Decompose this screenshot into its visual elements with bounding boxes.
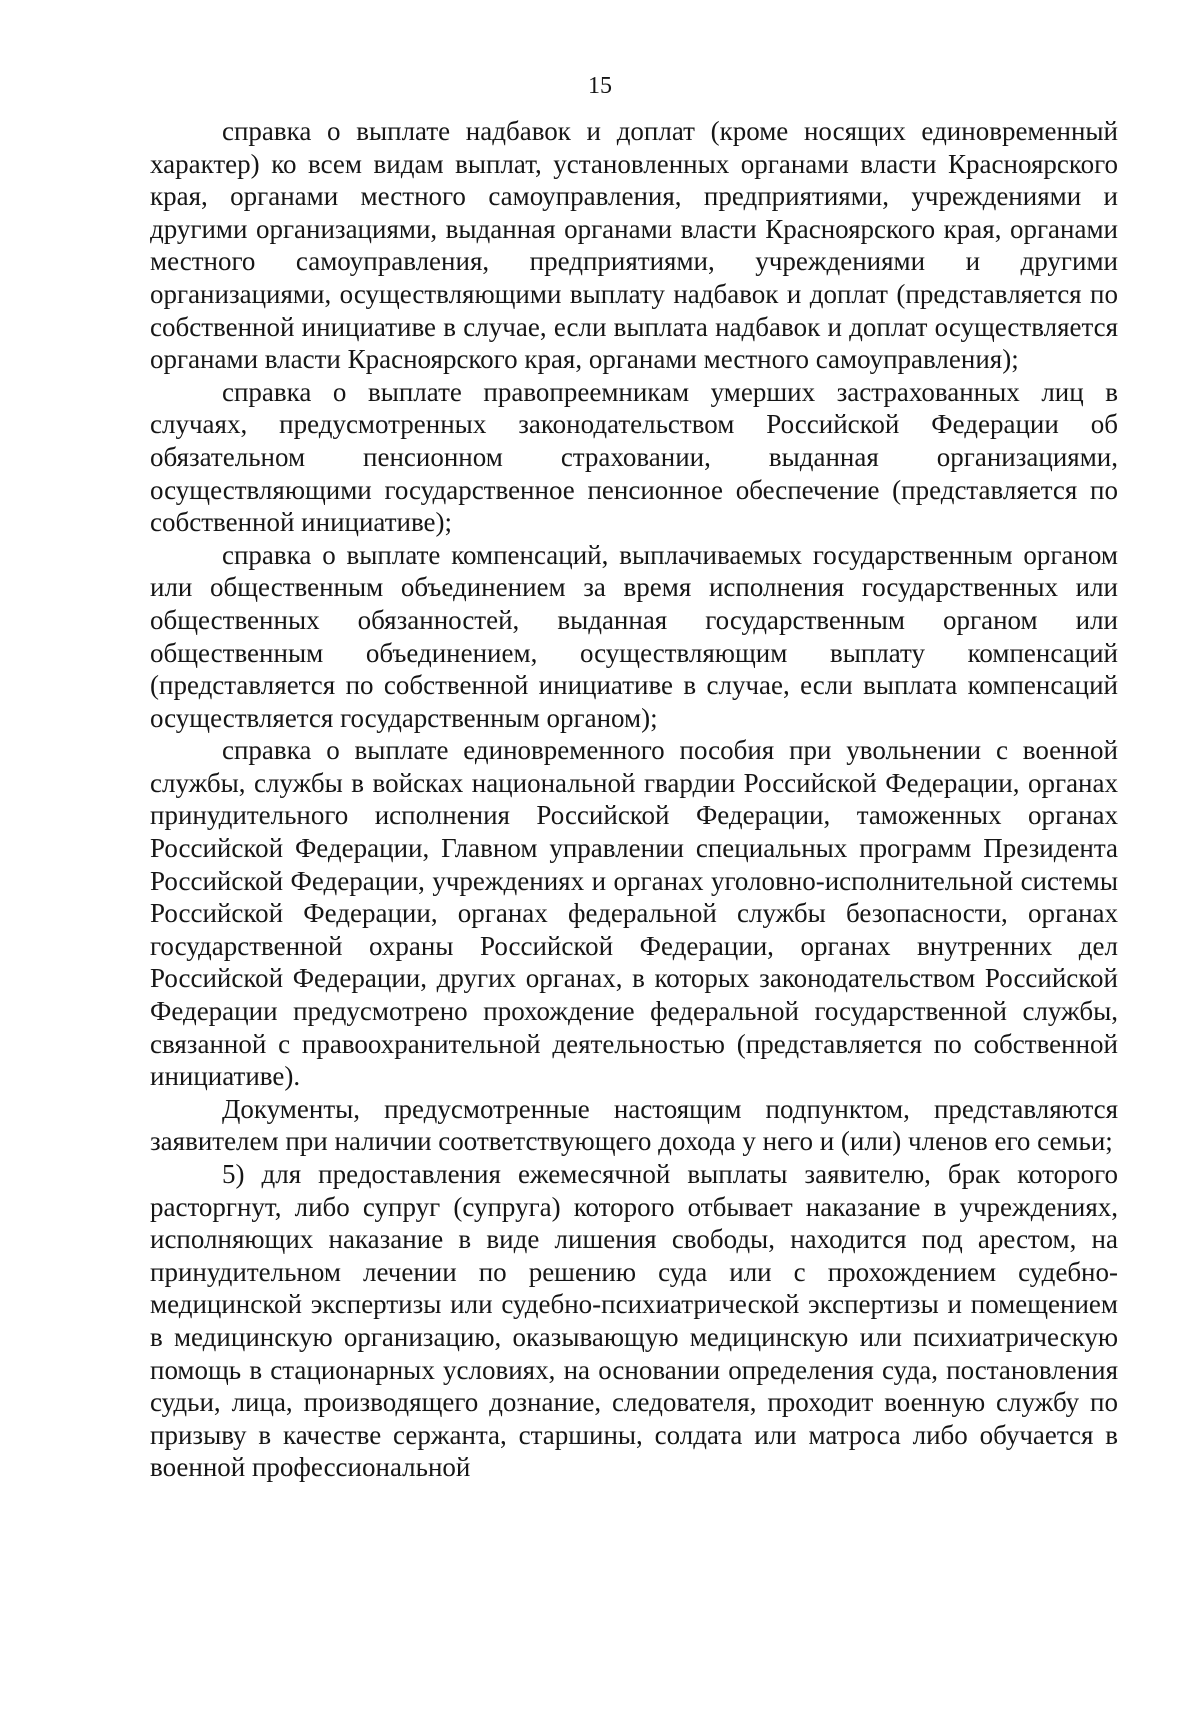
paragraph-allowances-certificate: справка о выплате надбавок и доплат (кроме носящих единовременный характер) ко всем видам выплат, установленных органами власти Красноярского края, органами местного самоуправления, предприятиями, учреждениями и другими организациями, выданная органами власти Красноярского края, органами местного самоуправления, предприятиями, учреждениями и другими организациями, осуществляющими выплату надбавок и доплат (представляется по собственной инициативе в случае, если выплата надбавок и доплат осуществляется органами власти Красноярского края, органами местного самоуправления); [150,116,1118,375]
paragraph-successors-certificate: справка о выплате правопреемникам умерших застрахованных лиц в случаях, предусмотренных законодательством Российской Федерации об обязательном пенсионном страховании, выданная организациями, осуществляющими государственное пенсионное обеспечение (представляется по собственной инициативе); [150,376,1118,538]
paragraph-severance-certificate: справка о выплате единовременного пособия при увольнении с военной службы, службы в войсках национальной гвардии Российской Федерации, органах принудительного исполнения Российской Федерации, таможенных органах Российской Федерации, Главном управлении специальных программ Президента Российской Федерации, учреждениях и органах уголовно-исполнительной системы Российской Федерации, органах федеральной службы безопасности, органах государственной охраны Российской Федерации, органах внутренних дел Российской Федерации, других органах, в которых законодательством Российской Федерации предусмотрено прохождение федеральной государственной службы, связанной с правоохранительной деятельностью (представляется по собственной инициативе). [150,735,1118,1092]
document-body [150,115,1118,1484]
paragraph-item-5: 5) для предоставления ежемесячной выплаты заявителю, брак которого расторгнут, либо супруг (супруга) которого отбывает наказание в учреждениях, исполняющих наказание в виде лишения свободы, находится под арестом, на принудительном лечении по решению суда или с прохождением судебно-медицинской экспертизы или судебно-психиатрической экспертизы и помещением в медицинскую организацию, оказывающую медицинскую или психиатрическую помощь в стационарных условиях, на основании определения суда, постановления судьи, лица, производящего дознание, следователя, проходит военную службу по призыву в качестве сержанта, старшины, солдата или матроса либо обучается в военной профессиональной [150,1159,1118,1483]
page-number: 15 [588,73,612,99]
paragraph-documents-note: Документы, предусмотренные настоящим подпунктом, представляются заявителем при наличии соответствующего дохода у него и (или) членов его семьи; [150,1093,1118,1157]
paragraph-compensation-certificate: справка о выплате компенсаций, выплачиваемых государственным органом или общественным объединением за время исполнения государственных или общественных обязанностей, выданная государственным органом или общественным объединением, осуществляющим выплату компенсаций (представляется по собственной инициативе в случае, если выплата компенсаций осуществляется государственным органом); [150,539,1118,733]
